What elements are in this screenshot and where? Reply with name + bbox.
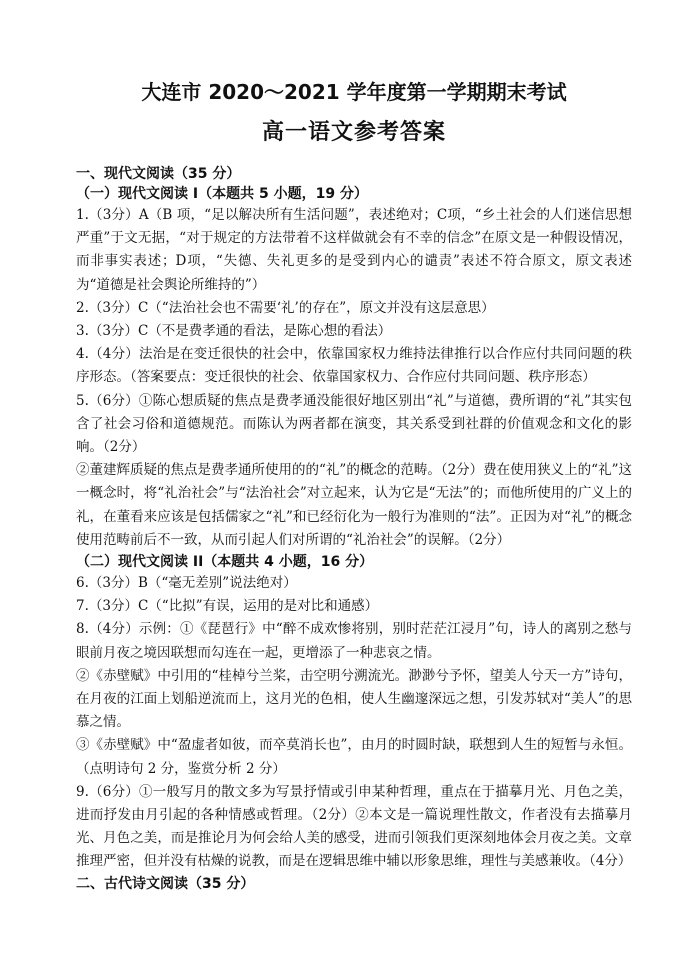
answer-9: 9.（6分）①一般写月的散文多为写景抒情或引申某种哲理，重点在于描摹月光、月色之美，进而抒发由月引起的各种情感或哲理。（2分）②本文是一篇说理性散文，作者没有去描摹月光、月色之美，而是推论月为何会给人美的感受，进而引领我们更深刻地体会月夜之美。文章推理严密，但并没有枯燥的说教，而是在逻辑思维中辅以形象思维，理性与美感兼收。（4分） bbox=[76, 783, 632, 870]
answer-8-part-3: ③《赤壁赋》中“盈虚者如彼，而卒莫消长也”，由月的时圆时缺，联想到人生的短暂与永恒。（点明诗句 2 分，鉴赏分析 2 分） bbox=[76, 737, 632, 777]
subsection-heading-2: （二）现代文阅读 II（本题共 4 小题，16 分） bbox=[76, 554, 374, 571]
answer-7: 7.（3分）C（“比拟”有误，运用的是对比和通感） bbox=[76, 598, 379, 615]
answer-5-part-1: 5.（6分）①陈心想质疑的焦点是费孝通没能很好地区别出“礼”与道德，费所谓的“礼”其实包含了社会习俗和道德规范。而陈认为两者都在演变，其关系受到社群的价值观念和文化的影响。（2分） bbox=[76, 392, 632, 456]
answer-6: 6.（3分）B（“毫无差别”说法绝对） bbox=[76, 575, 297, 592]
answer-1: 1.（3分）A（B 项，“足以解决所有生活问题”，表述绝对；C项，“乡土社会的人们迷信思想严重”于文无据，“对于规定的方法带着不这样做就会有不幸的信念”在原文是一种假设情况，而非事实表述；D项，“失德、失礼更多的是受到内心的谴责”表述不符合原文，原文表述为“道德是社会舆论所维持的”） bbox=[76, 207, 632, 293]
answer-8-part-2: ②《赤壁赋》中引用的“桂棹兮兰桨，击空明兮溯流光。渺渺兮予怀，望美人兮天一方”诗句，在月夜的江面上划船逆流而上，这月光的色相，使人生幽邃深远之想，引发苏轼对“美人”的思慕之情。 bbox=[76, 667, 632, 731]
answer-8-part-1: 8.（4分）示例：①《琵琶行》中“醉不成欢惨将别，别时茫茫江浸月”句，诗人的离别之愁与眼前月夜之境因联想而勾连在一起，更增添了一种悲哀之情。 bbox=[76, 621, 632, 661]
answer-3: 3.（3分）C（不是费孝通的看法，是陈心想的看法） bbox=[76, 323, 392, 340]
subsection-heading-1: （一）现代文阅读 I（本题共 5 小题，19 分） bbox=[76, 186, 368, 202]
section-heading-1: 一、现代文阅读（35 分） bbox=[76, 166, 241, 182]
section-heading-2: 二、古代诗文阅读（35 分） bbox=[76, 875, 255, 892]
exam-title: 大连市 2020～2021 学年度第一学期期末考试 bbox=[141, 80, 567, 104]
answer-4: 4.（4分）法治是在变迁很快的社会中，依靠国家权力维持法律推行以合作应付共同问题的秩序形态。（答案要点：变迁很快的社会、依靠国家权力、合作应付共同问题、秩序形态） bbox=[76, 346, 632, 386]
answer-5-part-2: ②董建辉质疑的焦点是费孝通所使用的的“礼”的概念的范畴。（2分）费在使用狭义上的“礼”这一概念时，将“礼治社会”与“法治社会”对立起来，认为它是“无法”的；而他所使用的广义上的礼，在董看来应该是包括儒家之“礼”和已经衍化为一般行为准则的“法”。正因为对“礼”的概念使用范畴前后不一致，从而引起人们对所谓的“礼治社会”的误解。（2分） bbox=[76, 462, 632, 548]
document-title: 高一语文参考答案 bbox=[261, 120, 446, 145]
answer-2: 2.（3分）C（“法治社会也不需要‘礼’的存在”，原文并没有这层意思） bbox=[76, 299, 495, 316]
